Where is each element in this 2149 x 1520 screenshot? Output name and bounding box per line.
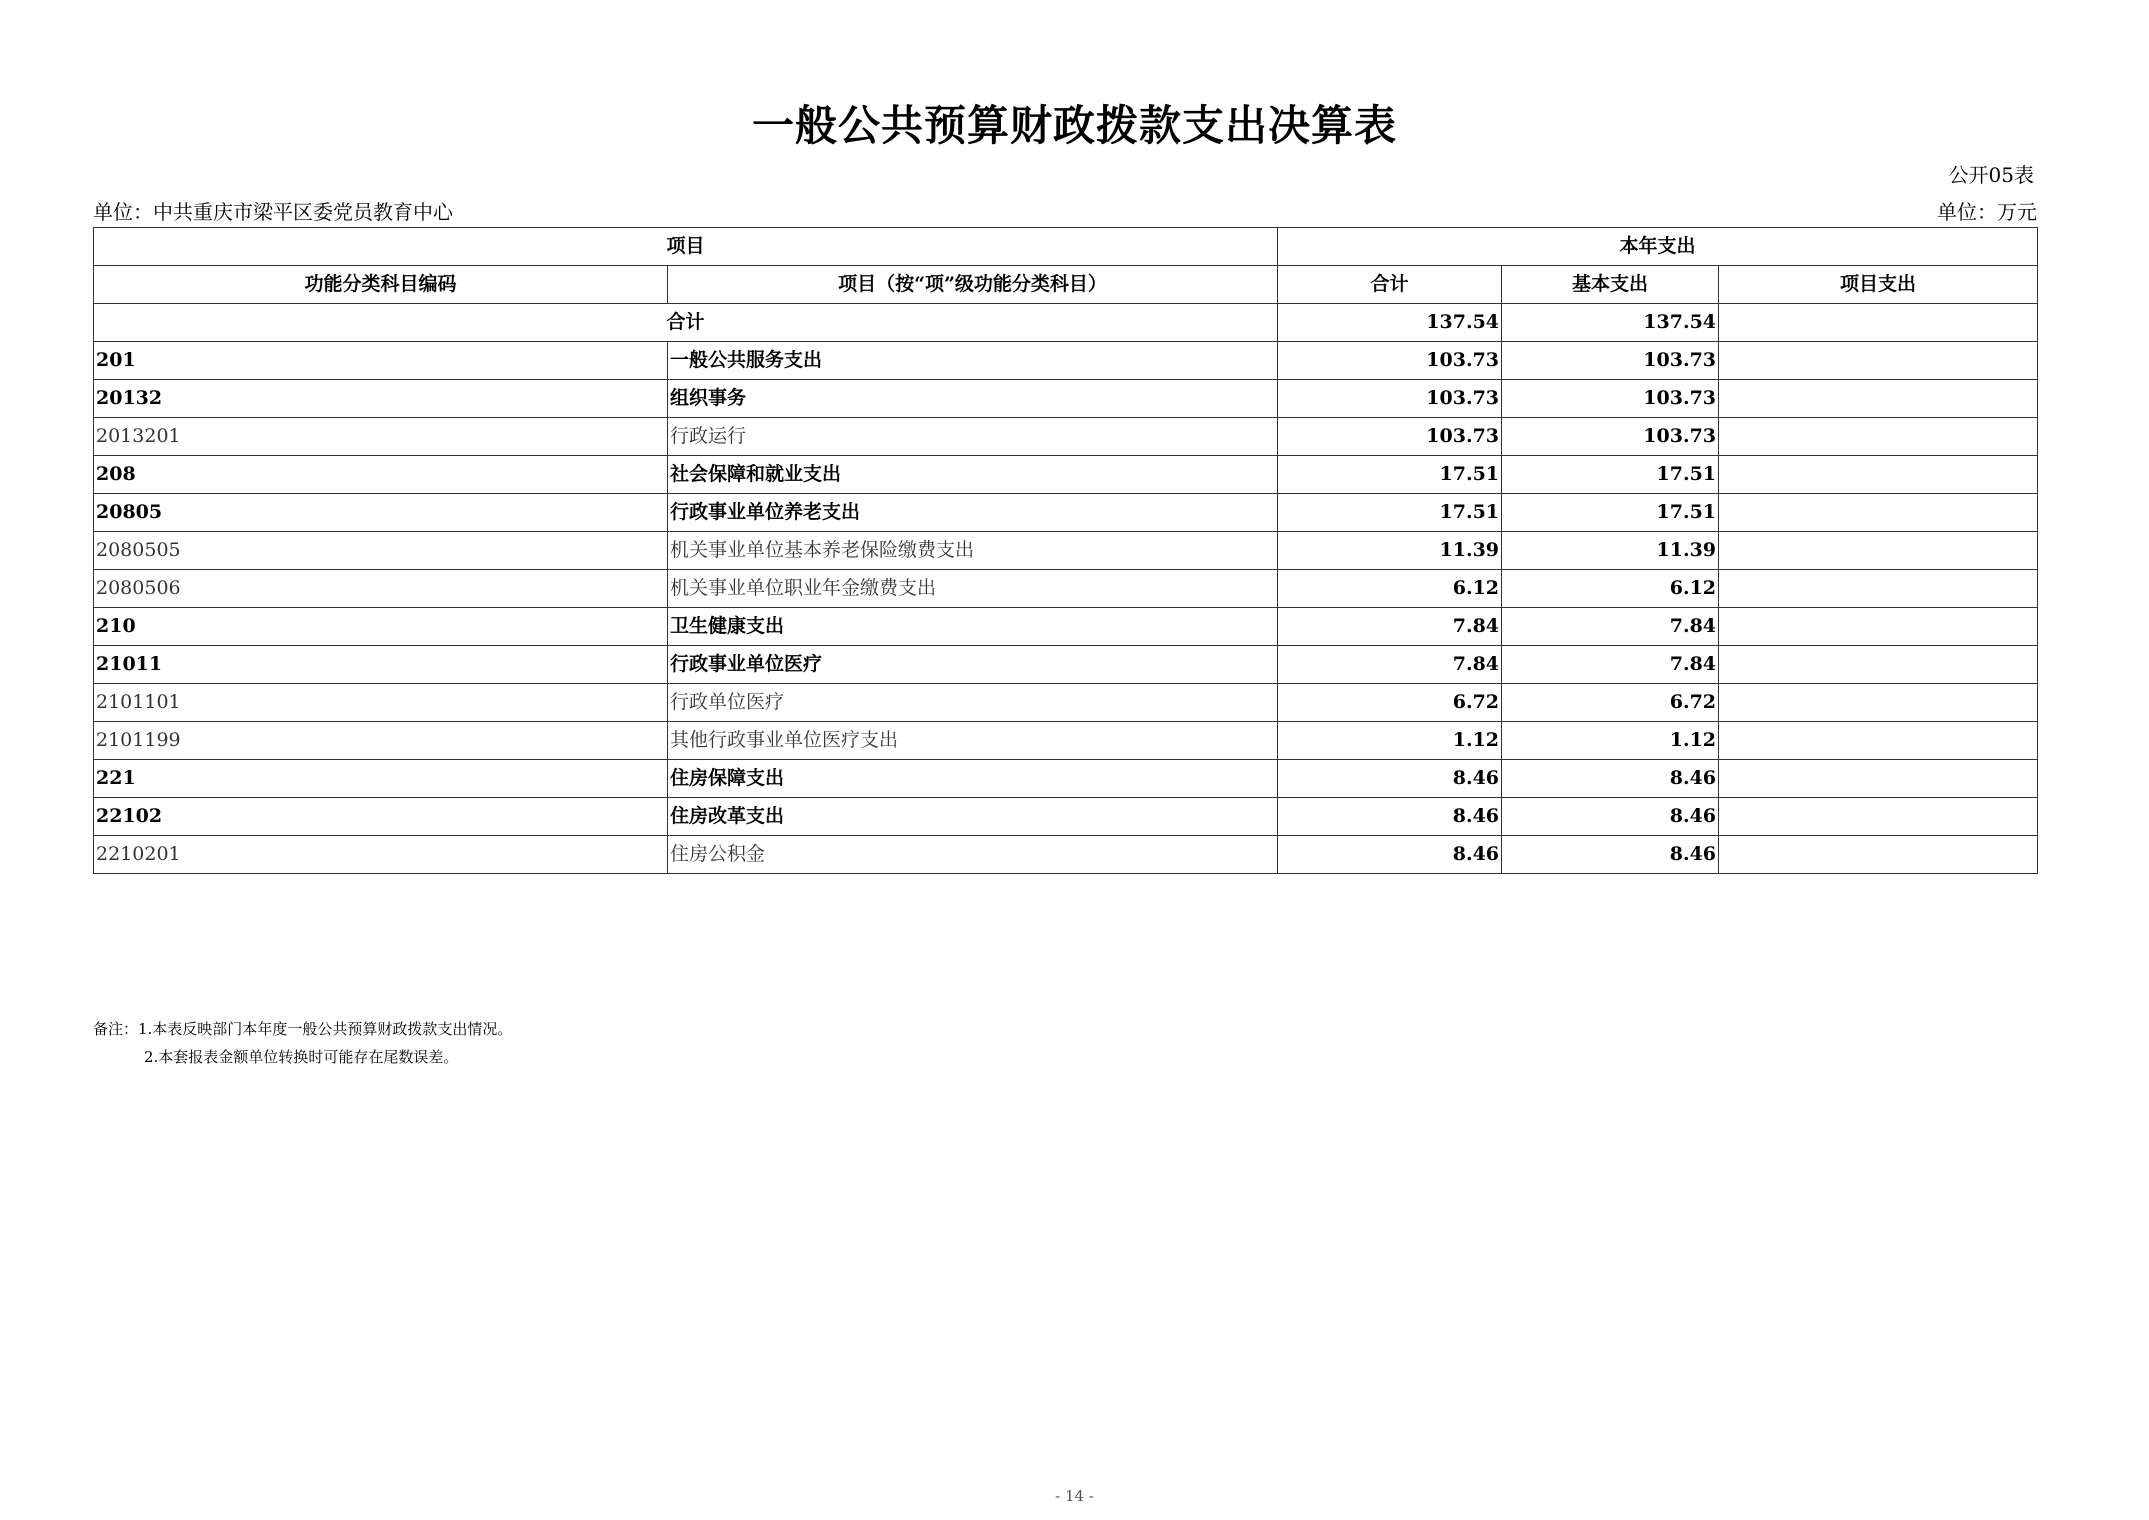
row-project [1719, 570, 2038, 608]
row-name: 机关事业单位基本养老保险缴费支出 [668, 532, 1278, 570]
row-total: 8.46 [1278, 836, 1502, 874]
table-row [94, 836, 2038, 874]
row-code: 2101199 [94, 722, 668, 760]
row-project [1719, 418, 2038, 456]
row-code: 201 [94, 342, 668, 380]
header-row-1 [94, 228, 2038, 266]
row-project [1719, 532, 2038, 570]
table-row [94, 456, 2038, 494]
table-row [94, 798, 2038, 836]
row-total: 103.73 [1278, 342, 1502, 380]
row-code: 22102 [94, 798, 668, 836]
row-total: 11.39 [1278, 532, 1502, 570]
header-func-code: 功能分类科目编码 [94, 266, 668, 304]
row-code: 221 [94, 760, 668, 798]
table-code: 公开05表 [1948, 163, 2034, 187]
notes [93, 1015, 512, 1071]
row-total: 17.51 [1278, 456, 1502, 494]
table-row [94, 722, 2038, 760]
row-name: 卫生健康支出 [668, 608, 1278, 646]
row-total: 103.73 [1278, 380, 1502, 418]
row-basic: 103.73 [1502, 380, 1719, 418]
row-basic: 7.84 [1502, 646, 1719, 684]
row-basic: 17.51 [1502, 456, 1719, 494]
row-basic: 8.46 [1502, 760, 1719, 798]
row-basic: 103.73 [1502, 418, 1719, 456]
header-project-expense: 项目支出 [1719, 266, 2038, 304]
total-row [94, 304, 2038, 342]
unit-organization: 单位：中共重庆市梁平区委党员教育中心 [93, 200, 453, 224]
table-row [94, 760, 2038, 798]
row-name: 住房公积金 [668, 836, 1278, 874]
row-project [1719, 646, 2038, 684]
row-code: 20132 [94, 380, 668, 418]
row-name: 其他行政事业单位医疗支出 [668, 722, 1278, 760]
table-row [94, 570, 2038, 608]
header-current-year-expense: 本年支出 [1278, 228, 2038, 266]
header-func-name: 项目（按“项”级功能分类科目） [668, 266, 1278, 304]
row-basic: 17.51 [1502, 494, 1719, 532]
row-name: 一般公共服务支出 [668, 342, 1278, 380]
total-label: 合计 [94, 304, 1278, 342]
page-title: 一般公共预算财政拨款支出决算表 [751, 101, 1397, 150]
row-code: 2210201 [94, 836, 668, 874]
header-row-2 [94, 266, 2038, 304]
row-name: 行政事业单位养老支出 [668, 494, 1278, 532]
row-code: 2013201 [94, 418, 668, 456]
table-row [94, 418, 2038, 456]
row-total: 7.84 [1278, 608, 1502, 646]
row-basic: 8.46 [1502, 836, 1719, 874]
row-project [1719, 836, 2038, 874]
row-project [1719, 342, 2038, 380]
header-basic: 基本支出 [1502, 266, 1719, 304]
row-code: 210 [94, 608, 668, 646]
table-row [94, 608, 2038, 646]
total-amount: 137.54 [1278, 304, 1502, 342]
row-total: 17.51 [1278, 494, 1502, 532]
total-basic: 137.54 [1502, 304, 1719, 342]
row-total: 8.46 [1278, 798, 1502, 836]
page-number: - 14 - [1055, 1487, 1094, 1505]
row-basic: 6.12 [1502, 570, 1719, 608]
row-code: 2101101 [94, 684, 668, 722]
expense-table [93, 227, 2038, 874]
total-project [1719, 304, 2038, 342]
row-basic: 8.46 [1502, 798, 1719, 836]
row-project [1719, 684, 2038, 722]
table-row [94, 684, 2038, 722]
table-row [94, 646, 2038, 684]
row-name: 机关事业单位职业年金缴费支出 [668, 570, 1278, 608]
row-project [1719, 494, 2038, 532]
row-total: 6.12 [1278, 570, 1502, 608]
row-project [1719, 380, 2038, 418]
row-code: 2080505 [94, 532, 668, 570]
row-project [1719, 608, 2038, 646]
row-name: 行政单位医疗 [668, 684, 1278, 722]
row-basic: 7.84 [1502, 608, 1719, 646]
row-name: 组织事务 [668, 380, 1278, 418]
header-project: 项目 [94, 228, 1278, 266]
note-2: 2.本套报表金额单位转换时可能存在尾数误差。 [144, 1048, 459, 1066]
row-code: 208 [94, 456, 668, 494]
row-name: 住房保障支出 [668, 760, 1278, 798]
expense-table-wrapper [93, 227, 2038, 874]
row-name: 社会保障和就业支出 [668, 456, 1278, 494]
header-total: 合计 [1278, 266, 1502, 304]
row-code: 20805 [94, 494, 668, 532]
row-basic: 11.39 [1502, 532, 1719, 570]
row-total: 103.73 [1278, 418, 1502, 456]
table-row [94, 342, 2038, 380]
row-basic: 103.73 [1502, 342, 1719, 380]
unit-money: 单位：万元 [1937, 200, 2037, 224]
row-total: 7.84 [1278, 646, 1502, 684]
note-1: 备注：1.本表反映部门本年度一般公共预算财政拨款支出情况。 [93, 1020, 513, 1038]
row-basic: 6.72 [1502, 684, 1719, 722]
row-code: 2080506 [94, 570, 668, 608]
row-name: 行政运行 [668, 418, 1278, 456]
table-row [94, 532, 2038, 570]
unit-row [93, 198, 2037, 226]
row-project [1719, 798, 2038, 836]
row-project [1719, 456, 2038, 494]
row-basic: 1.12 [1502, 722, 1719, 760]
row-code: 21011 [94, 646, 668, 684]
row-name: 行政事业单位医疗 [668, 646, 1278, 684]
row-project [1719, 722, 2038, 760]
row-total: 1.12 [1278, 722, 1502, 760]
row-name: 住房改革支出 [668, 798, 1278, 836]
table-row [94, 380, 2038, 418]
row-project [1719, 760, 2038, 798]
row-total: 8.46 [1278, 760, 1502, 798]
table-row [94, 494, 2038, 532]
row-total: 6.72 [1278, 684, 1502, 722]
